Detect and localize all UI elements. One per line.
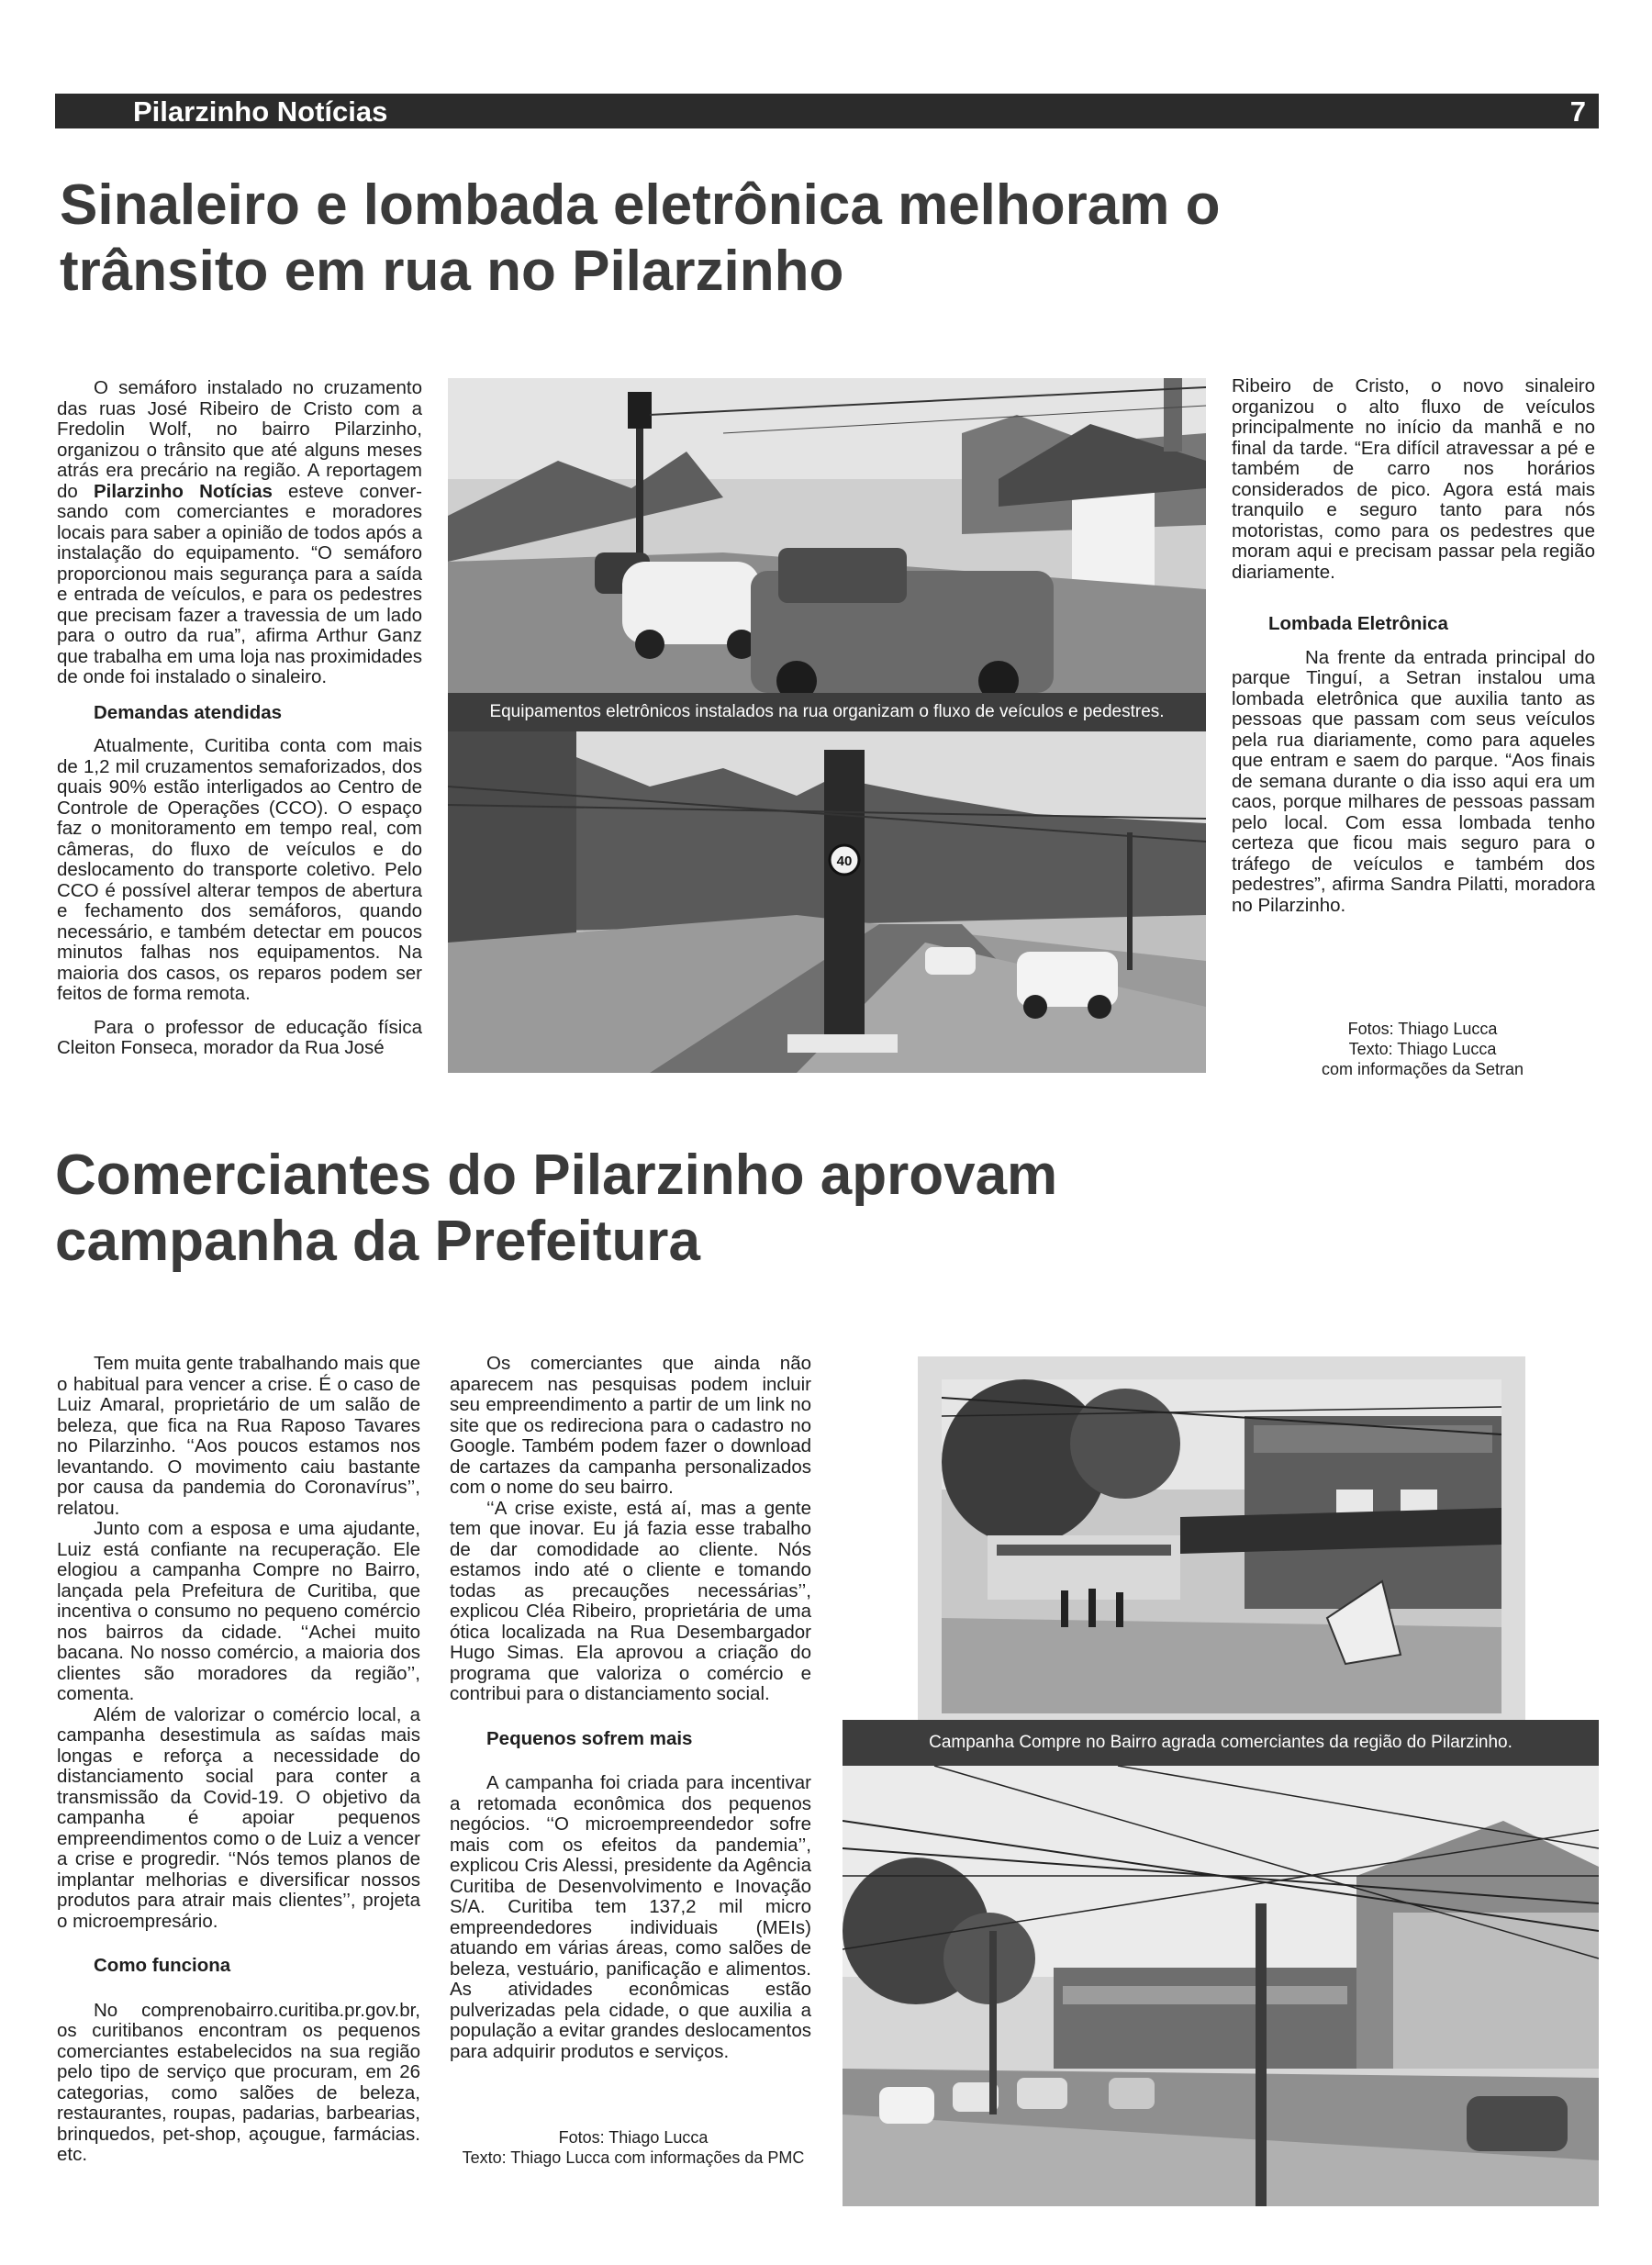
speed-limit-sign: 40 xyxy=(836,854,853,869)
article2-paragraph: Junto com a esposa e uma ajudante, Luiz está confiante na recuperação. Ele elogiou a campanha Compre no Bairro, lançada pela Prefeitura de Curitiba, que incentiva o consumo no pequeno comércio nos bairros da cidade. ‘‘Achei muito bacana. No nosso comércio, a maioria dos clientes são moradores da região’’, comenta. xyxy=(57,1518,420,1704)
article2-column2 xyxy=(450,1354,811,2062)
article2-paragraph: No comprenobairro.curitiba.pr.gov.br, os curitibanos encontram os pequenos comerciantes estabelecidos na sua região pelo tipo de serviço que procuram, em 26 categorias, como salões de beleza, restaurantes, roupas, padarias, barbearias, brinquedos, pet-shop, açougue, farmácias. etc. xyxy=(57,1999,420,2165)
article1-paragraph: Atualmente, Curitiba conta com mais de 1,2 mil cruzamentos semaforizados, dos quais 90% estão interligados ao Centro de Controle de Operações (CCO). O espaço faz o monitoramento em tempo real, com câmeras, do fluxo de veículos e do deslocamento do transporte coletivo. Pelo CCO é possível alterar tempos de abertura e fechamento dos semáforos, quando necessário, e também detectar em poucos minutos falhas nos equipamentos. Na maioria dos casos, os reparos podem ser feitos de forma remota. xyxy=(57,735,422,1004)
article1-paragraph: O semáforo instalado no cruzamento das ruas José Ribeiro de Cristo com a Fredolin Wolf, no bairro Pilarzinho, organizou o trânsito que até alguns meses atrás era precário na região. A reportagem do Pilarzinho Notícias esteve conver-sando com comerciantes e moradores locais para saber a opinião de todos após a instalação do equipamento. “O semáforo proporcionou mais segurança para a saída e entrada de veículos, e para os pedestres que precisam fazer a travessia de um lado para o outro da rua”, afirma Arthur Ganz que trabalha em uma loja nas proximidades de onde foi instalado o sinaleiro. xyxy=(57,377,422,687)
article1-headline-line1: Sinaleiro e lombada eletrônica melhoram o xyxy=(60,173,1221,237)
article2-paragraph: Além de valorizar o comércio local, a campanha desestimula as saídas mais longas e reforça a necessidade do distanciamento social para conter a transmissão da Covid-19. O objetivo da campanha é apoiar pequenos empreendimentos como o de Luiz a vencer a crise e progredir. ‘‘Nós temos planos de implantar melhorias e diversificar nossos produtos para atrair mais clientes’’, projeta o microempresário. xyxy=(57,1703,420,1932)
article2-credits xyxy=(431,2127,835,2168)
article1-paragraph: Para o professor de educação física Cleiton Fonseca, morador da Rua José xyxy=(57,1016,422,1058)
article2-column1 xyxy=(57,1354,420,2166)
article2-photo-caption: Campanha Compre no Bairro agrada comerciantes da região do Pilarzinho. xyxy=(843,1720,1599,1766)
article1-column2 xyxy=(1232,376,1595,916)
traffic-light-photo xyxy=(448,378,1206,693)
street-shops-photo xyxy=(843,1766,1599,2206)
photo-credit: Fotos: Thiago Lucca xyxy=(1347,1020,1498,1038)
storefront-photo xyxy=(942,1379,1501,1713)
speed-camera-photo xyxy=(448,731,1206,1073)
article1-paragraph: Ribeiro de Cristo, o novo sinaleiro organizou o alto fluxo de veículos principalmente no início da manhã e no final da tarde. “Era difícil atravessar a pé e também de carro nos horários considerados de pico. Agora está mais tranquilo e seguro tanto para nós motoristas, como para os pedestres que moram aqui e precisam passar pela região diariamente. xyxy=(1232,375,1595,583)
article1-credits xyxy=(1267,1019,1579,1079)
article2-paragraph: ‘‘A crise existe, está aí, mas a gente tem que inovar. Eu já fazia esse trabalho de dar comodidade ao cliente. Nós estamos indo até o cliente e tomando todas as precauções necessárias’’, explicou Cléa Ribeiro, proprietária de uma ótica localizada na Rua Desembargador Hugo Simas. Ela aprovou a criação do programa que valoriza o comércio e contribui para o distanciamento social. xyxy=(450,1497,811,1704)
article2-headline-line2: campanha da Prefeitura xyxy=(55,1210,700,1273)
article1-headline-line2: trânsito em rua no Pilarzinho xyxy=(60,240,844,303)
article1-photo-caption: Equipamentos eletrônicos instalados na rua organizam o fluxo de veículos e pedestres. xyxy=(448,693,1206,731)
article1-subheading-lombada: Lombada Eletrônica xyxy=(1268,613,1448,634)
text-credit: Texto: Thiago Lucca xyxy=(1348,1040,1497,1058)
article1-headline xyxy=(60,173,1345,305)
page-number: 7 xyxy=(1569,95,1586,128)
photo-credit: Fotos: Thiago Lucca xyxy=(558,2128,709,2147)
article1-column1 xyxy=(57,378,422,1059)
article2-paragraph: Os comerciantes que ainda não aparecem nas pesquisas podem incluir seu empreendimento a partir de um link no site que os redireciona para o cadastro no Google. Também podem fazer o download de cartazes da campanha personalizados com o nome do seu bairro. xyxy=(450,1353,811,1498)
article2-headline-line1: Comerciantes do Pilarzinho aprovam xyxy=(55,1144,1058,1207)
article2-paragraph: A campanha foi criada para incentivar a retomada econômica dos pequenos negócios. ‘‘O microempreendedor sofre mais com os efeitos da pandemia’’, explicou Cris Alessi, presidente da Agência Curitiba de Desenvolvimento e Inovação S/A. Curitiba tem 137,2 mil micro empreendedores individuais (MEIs) atuando em várias áreas, como salões de beleza, vestuário, panificação e alimentos. As atividades econômicas estão pulverizadas pela cidade, o que auxilia a população a evitar grandes deslocamentos para adquirir produtos e serviços. xyxy=(450,1772,811,2062)
article1-subheading-demandas: Demandas atendidas xyxy=(94,701,283,723)
publication-name: Pilarzinho Notícias xyxy=(93,480,273,502)
article2-subheading-como-funciona: Como funciona xyxy=(94,1955,231,1976)
article2-headline xyxy=(55,1143,1340,1275)
text-credit: Texto: Thiago Lucca com informações da PMC xyxy=(462,2148,805,2167)
article2-paragraph: Tem muita gente trabalhando mais que o habitual para vencer a crise. É o caso de Luiz Amaral, proprietário de um salão de beleza, que fica na Rua Raposo Tavares no Pilarzinho. ‘‘Aos poucos estamos nos levantando. O movimento caiu bastante por causa da pandemia do Coronavírus’’, relatou. xyxy=(57,1353,420,1519)
section-title: Pilarzinho Notícias xyxy=(133,95,388,128)
article1-paragraph: Na frente da entrada principal do parque Tinguí, a Setran instalou uma lombada eletrônica que auxilia tanto as pessoas que passam com seus veículos pela rua diariamente, como para aqueles que entram e saem do parque. “Aos finais de semana durante o dia isso aqui era um caos, porque milhares de pessoas passam pelo local. Com essa lombada tenho certeza que ficou mais seguro para o tráfego de veículos e também dos pedestres”, afirma Sandra Pilatti, moradora no Pilarzinho. xyxy=(1232,646,1595,916)
article2-subheading-pequenos: Pequenos sofrem mais xyxy=(486,1727,693,1749)
info-credit: com informações da Setran xyxy=(1321,1060,1524,1078)
